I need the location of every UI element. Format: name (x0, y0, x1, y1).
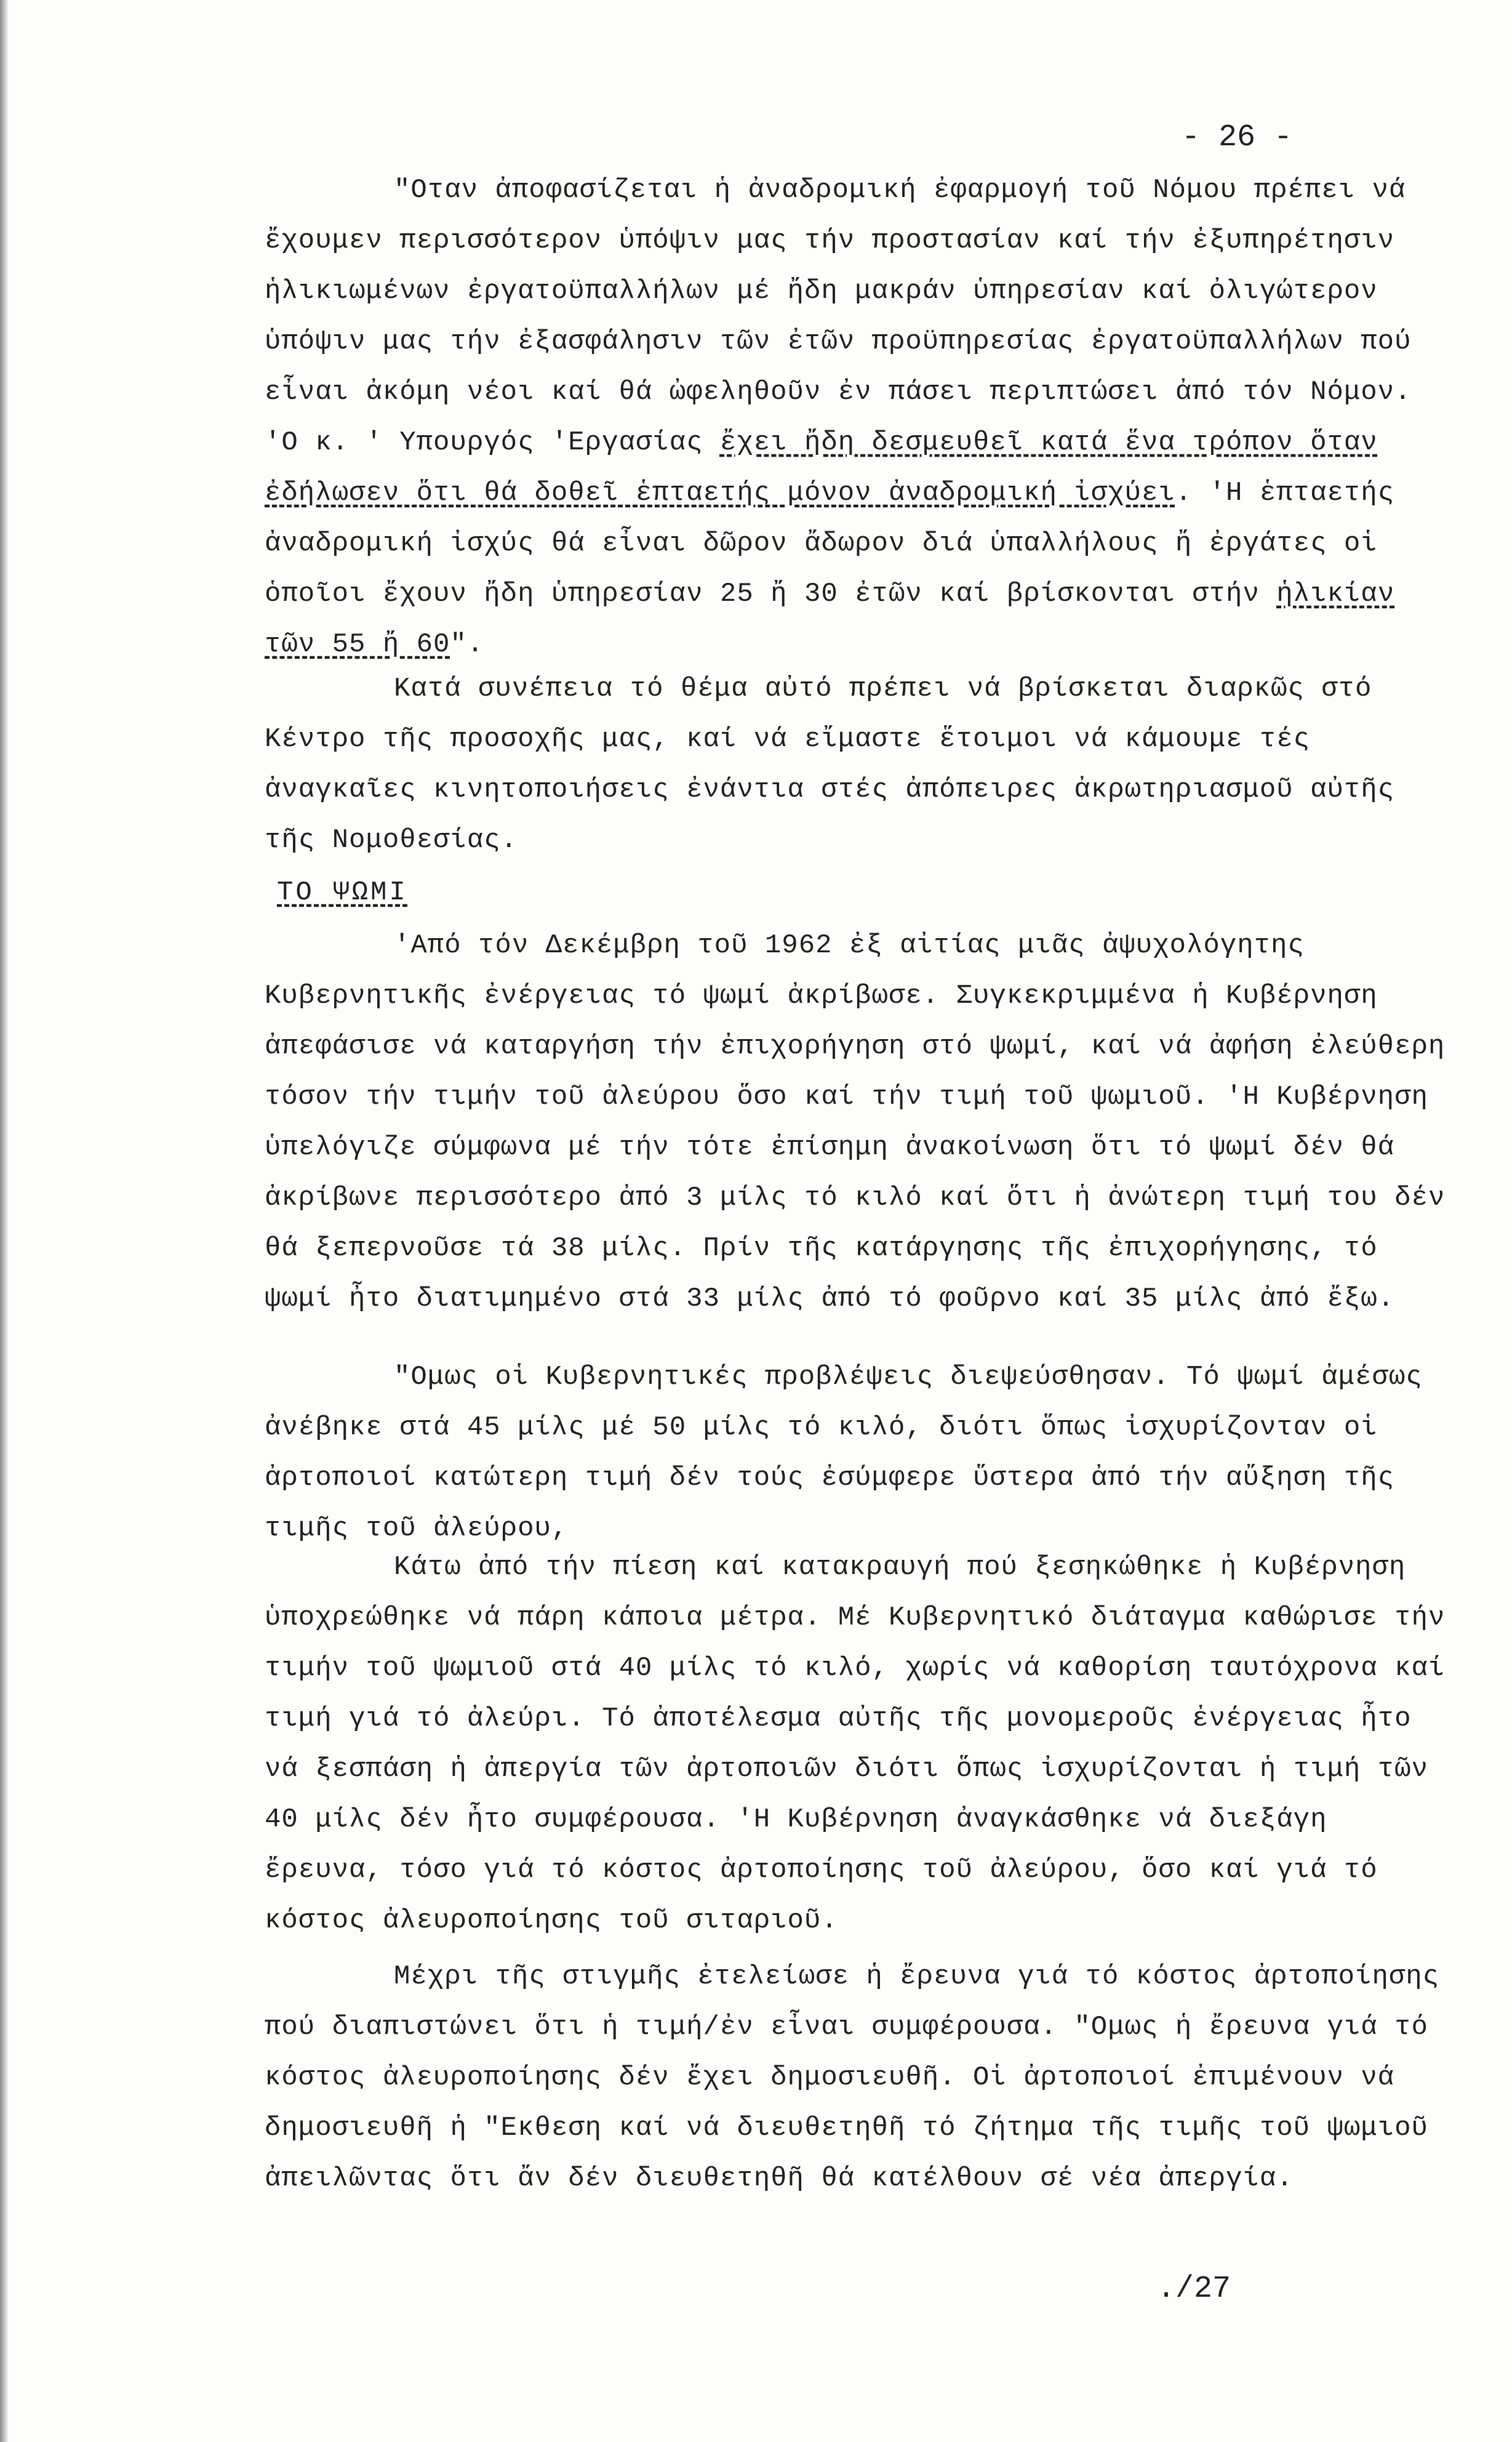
page-number: - 26 - (1182, 120, 1293, 155)
paragraph-bread-price (265, 920, 1446, 1324)
para1-underlined-age: ἡλικίαν τῶν 55 ἤ 60 (265, 579, 1395, 660)
para1-underlined-commitment: ἔχει ἤδη δεσμευθεῖ κατά ἕνα τρόπον ὅταν ἐδήλωσεν ὅτι θά δοθεῖ ἑπταετής μόνον ἀναδρομική ἰσχύει (265, 427, 1378, 508)
paragraph-predictions (265, 1352, 1446, 1554)
paragraph-government-measures (265, 1542, 1446, 1946)
para3-text: 'Από τόν Δεκέμβρη τοῦ 1962 ἐξ αἰτίας μιᾶς ἀψυχολόγητης Κυβερνητικῆς ἐνέργειας τό ψωμί ἀκρίβωσε. Συγκεκριμμένα ἡ Κυβέρνηση ἀπεφάσισε νά καταργήση τήν ἐπιχορήγηση στό ψωμί, καί νά ἀφήση ἐλεύθερη τόσον τήν τιμήν τοῦ ἀλεύρου ὅσο καί τήν τιμή τοῦ ψωμιοῦ. 'Η Κυβέρνηση ὑπελόγιζε σύμφωνα μέ τήν τότε ἐπίσημη ἀνακοίνωση ὅτι τό ψωμί δέν θά ἀκρίβωνε περισσότερο ἀπό 3 μίλς τό κιλό καί ὅτι ἡ ἀνώτερη τιμή του δέν θά ξεπερνοῦσε τά 38 μίλς. Πρίν τῆς κατάργησης τῆς ἐπιχορήγησης, τό ψωμί ἦτο διατιμημένο στά 33 μίλς ἀπό τό φοῦρνο καί 35 μίλς ἀπό ἔξω. (265, 930, 1446, 1314)
para6-text: Μέχρι τῆς στιγμῆς ἐτελείωσε ἡ ἔρευνα γιά τό κόστος ἀρτοποίησης πού διαπιστώνει ὅτι ἡ τιμή/ἐν εἶναι συμφέρουσα. "Ομως ἡ ἔρευνα γιά τό κόστος ἀλευροποίησης δέν ἔχει δημοσιευθῆ. Οἱ ἀρτοποιοί ἐπιμένουν νά δημοσιευθῆ ἡ "Εκθεση καί νά διευθετηθῆ τό ζήτημα τῆς τιμῆς τοῦ ψωμιοῦ ἀπειλῶντας ὅτι ἄν δέν διευθετηθῆ θά κατέλθουν σέ νέα ἀπεργία. (265, 1961, 1440, 2194)
para1-lead: "Οταν ἀποφασίζεται ἡ ἀναδρομική ἐφαρμογή τοῦ Νόμου πρέπει νά ἔχουμεν περισσότερον ὑπόψιν μας τήν προστασίαν καί τήν ἐξυπηρέτησιν ἡλικιωμένων ἐργατοϋπαλλήλων μέ ἤδη μακράν ὑπηρεσίαν καί ὀλιγώτερον ὑπόψιν μας τήν ἐξασφάλησιν τῶν ἐτῶν προϋπηρεσίας ἐργατοϋπαλλήλων πού εἶναι ἀκόμη νέοι καί θά ὠφεληθοῦν ἐν πάσει περιπτώσει ἀπό τόν Νόμον. 'Ο κ. ' Υπουργός 'Εργασίας (265, 175, 1412, 458)
scan-edge-shadow (0, 0, 9, 2442)
para2-text: Κατά συνέπεια τό θέμα αὐτό πρέπει νά βρίσκεται διαρκῶς στό Κέντρο τῆς προσοχῆς μας, καί νά εἴμαστε ἕτοιμοι νά κάμουμε τές ἀναγκαῖες κινητοποιήσεις ἐνάντια στές ἀπόπειρες ἀκρωτηριασμοῦ αὐτῆς τῆς Νομοθεσίας. (265, 673, 1395, 856)
paragraph-investigation (265, 1951, 1446, 2204)
paragraph-consequence (265, 664, 1446, 866)
para4-text: "Ομως οἱ Κυβερνητικές προβλέψεις διεψεύσθησαν. Τό ψωμί ἀμέσως ἀνέβηκε στά 45 μίλς μέ 50 μίλς τό κιλό, διότι ὅπως ἰσχυρίζονταν οἱ ἀρτοποιοί κατώτερη τιμή δέν τούς ἐσύμφερε ὕστερα ἀπό τήν αὔξηση τῆς τιμῆς τοῦ ἀλεύρου, (265, 1362, 1423, 1544)
para1-middle: . 'Η ἑπταετής ἀναδρομική ἰσχύς θά εἶναι δῶρον ἄδωρον διά ὑπαλλήλους ἤ ἐργάτες οἱ ὁποῖοι ἔχουν ἤδη ὑπηρεσίαν 25 ἤ 30 ἐτῶν καί βρίσκονται στήν (265, 478, 1395, 609)
para1-end: ". (450, 629, 484, 660)
paragraph-retroactive-law (265, 165, 1446, 670)
continuation-marker: ./27 (1157, 2271, 1231, 2307)
section-heading-bread: ΤΟ ΨΩΜΙ (277, 877, 408, 908)
para5-text: Κάτω ἀπό τήν πίεση καί κατακραυγή πού ξεσηκώθηκε ἡ Κυβέρνηση ὑποχρεώθηκε νά πάρη κάποια μέτρα. Μέ Κυβερνητικό διάταγμα καθώρισε τήν τιμήν τοῦ ψωμιοῦ στά 40 μίλς τό κιλό, χωρίς νά καθορίση ταυτόχρονα καί τιμή γιά τό ἀλεύρι. Τό ἀποτέλεσμα αὐτῆς τῆς μονομεροῦς ἐνέργειας ἦτο νά ξεσπάση ἡ ἀπεργία τῶν ἀρτοποιῶν διότι ὅπως ἰσχυρίζονται ἡ τιμή τῶν 40 μίλς δέν ἦτο συμφέρουσα. 'Η Κυβέρνηση ἀναγκάσθηκε νά διεξάγη ἔρευνα, τόσο γιά τό κόστος ἀρτοποίησης τοῦ ἀλεύρου, ὅσο καί γιά τό κόστος ἀλευροποίησης τοῦ σιταριοῦ. (265, 1552, 1446, 1936)
